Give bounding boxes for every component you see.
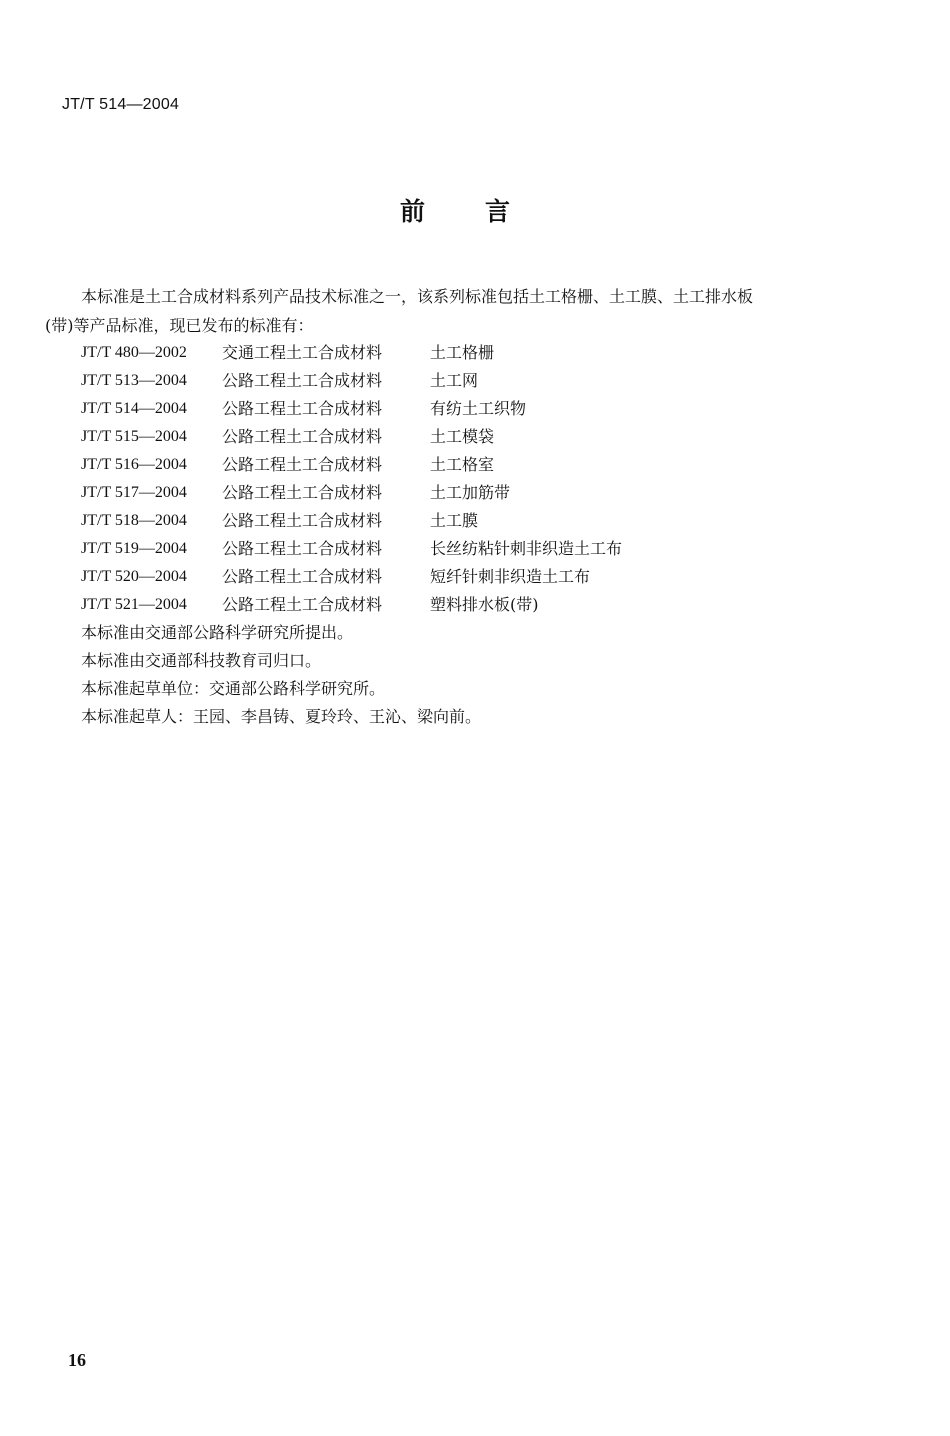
- standard-code: JT/T 480—2002: [81, 344, 187, 361]
- standard-name: 塑料排水板(带): [430, 595, 539, 614]
- standard-name: 土工格室: [430, 455, 495, 474]
- standard-code: JT/T 518—2004: [81, 512, 187, 529]
- standard-code: JT/T 515—2004: [81, 428, 187, 445]
- standard-name: 有纺土工织物: [430, 399, 527, 418]
- standard-name: 土工格栅: [430, 343, 495, 362]
- standard-code: JT/T 516—2004: [81, 456, 187, 473]
- intro-line-2: (带)等产品标准，现已发布的标准有：: [45, 316, 314, 335]
- note-drafting-unit: 本标准起草单位：交通部公路科学研究所。: [81, 679, 386, 698]
- standard-category: 公路工程土工合成材料: [222, 595, 383, 614]
- standard-code: JT/T 520—2004: [81, 568, 187, 585]
- standard-category: 公路工程土工合成材料: [222, 567, 383, 586]
- standard-name: 土工网: [430, 371, 479, 390]
- standard-code: JT/T 514—2004: [81, 400, 187, 417]
- standard-category: 公路工程土工合成材料: [222, 483, 383, 502]
- intro-paragraph: [45, 282, 875, 340]
- standard-name: 土工加筋带: [430, 483, 511, 502]
- standard-name: 土工膜: [430, 511, 479, 530]
- standard-category: 公路工程土工合成材料: [222, 399, 383, 418]
- note-drafters: 本标准起草人：王园、李昌铸、夏玲玲、王沁、梁向前。: [81, 707, 482, 726]
- intro-line-1: 本标准是土工合成材料系列产品技术标准之一，该系列标准包括土工格栅、土工膜、土工排水板: [81, 287, 754, 306]
- standard-name: 短纤针刺非织造土工布: [430, 567, 591, 586]
- standard-code: JT/T 519—2004: [81, 540, 187, 557]
- note-managed-by: 本标准由交通部科技教育司归口。: [81, 651, 322, 670]
- title-char-2: 言: [485, 197, 511, 226]
- standard-notes: [81, 619, 481, 731]
- page-number: 16: [68, 1350, 86, 1370]
- standard-code: JT/T 513—2004: [81, 372, 187, 389]
- standard-category: 交通工程土工合成材料: [222, 343, 383, 362]
- standard-name: 土工模袋: [430, 427, 495, 446]
- standard-code: JT/T 517—2004: [81, 484, 187, 501]
- standard-category: 公路工程土工合成材料: [222, 427, 383, 446]
- page-title: [400, 192, 510, 228]
- standard-code: JT/T 521—2004: [81, 596, 187, 613]
- standard-category: 公路工程土工合成材料: [222, 511, 383, 530]
- note-proposed-by: 本标准由交通部公路科学研究所提出。: [81, 623, 354, 642]
- standard-category: 公路工程土工合成材料: [222, 371, 383, 390]
- standard-category: 公路工程土工合成材料: [222, 455, 383, 474]
- title-char-1: 前: [400, 197, 426, 226]
- standard-category: 公路工程土工合成材料: [222, 539, 383, 558]
- standard-name: 长丝纺粘针刺非织造土工布: [430, 539, 623, 558]
- document-code: JT/T 514—2004: [62, 96, 180, 113]
